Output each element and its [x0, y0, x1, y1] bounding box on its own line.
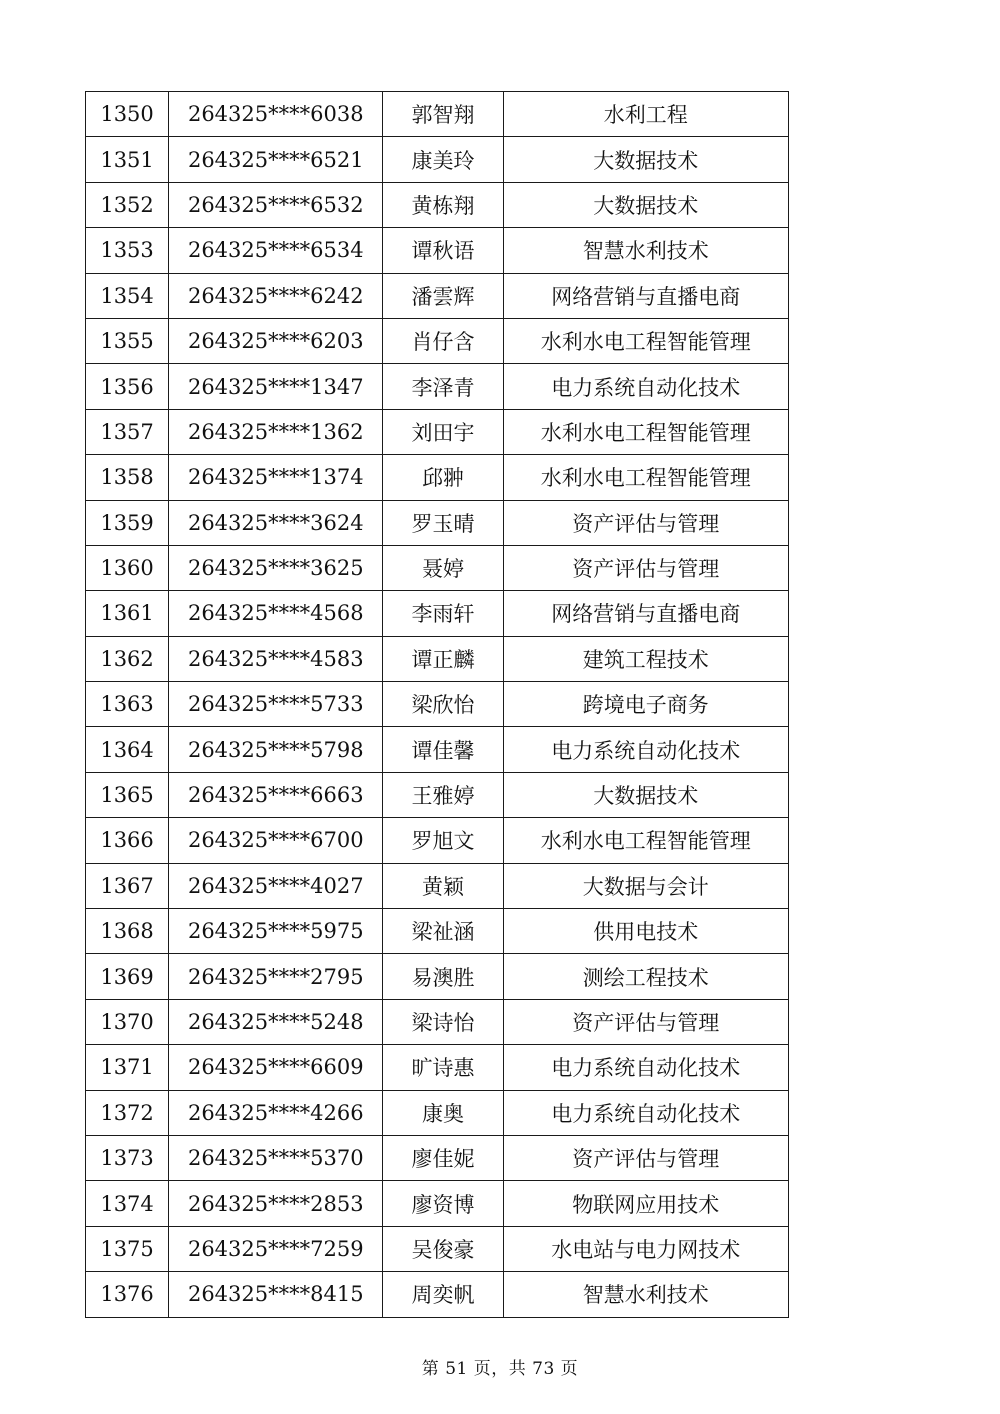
table-row	[86, 409, 789, 454]
row-number-cell: 1373	[86, 1135, 169, 1180]
id-number-cell: 264325****6038	[169, 92, 383, 137]
name-cell: 邱翀	[383, 455, 503, 500]
name-cell: 聂婷	[383, 545, 503, 590]
row-number-cell: 1372	[86, 1090, 169, 1135]
row-number-cell: 1365	[86, 772, 169, 817]
id-number-cell: 264325****7259	[169, 1226, 383, 1271]
table-row	[86, 228, 789, 273]
name-cell: 谭佳馨	[383, 727, 503, 772]
row-number-cell: 1371	[86, 1045, 169, 1090]
id-number-cell: 264325****4027	[169, 863, 383, 908]
major-cell: 资产评估与管理	[503, 545, 788, 590]
table-row	[86, 909, 789, 954]
id-number-cell: 264325****4266	[169, 1090, 383, 1135]
table-row	[86, 137, 789, 182]
table-row	[86, 727, 789, 772]
row-number-cell: 1361	[86, 591, 169, 636]
major-cell: 电力系统自动化技术	[503, 1045, 788, 1090]
row-number-cell: 1359	[86, 500, 169, 545]
student-table	[85, 91, 789, 1318]
id-number-cell: 264325****8415	[169, 1272, 383, 1317]
table-body	[86, 92, 789, 1318]
major-cell: 水利水电工程智能管理	[503, 409, 788, 454]
major-cell: 物联网应用技术	[503, 1181, 788, 1226]
major-cell: 电力系统自动化技术	[503, 1090, 788, 1135]
table-row	[86, 636, 789, 681]
table-row	[86, 318, 789, 363]
major-cell: 建筑工程技术	[503, 636, 788, 681]
major-cell: 水利水电工程智能管理	[503, 818, 788, 863]
row-number-cell: 1363	[86, 682, 169, 727]
id-number-cell: 264325****2795	[169, 954, 383, 999]
name-cell: 郭智翔	[383, 92, 503, 137]
major-cell: 水利水电工程智能管理	[503, 455, 788, 500]
major-cell: 水利工程	[503, 92, 788, 137]
name-cell: 廖佳妮	[383, 1135, 503, 1180]
id-number-cell: 264325****1362	[169, 409, 383, 454]
major-cell: 水电站与电力网技术	[503, 1226, 788, 1271]
row-number-cell: 1353	[86, 228, 169, 273]
row-number-cell: 1355	[86, 318, 169, 363]
name-cell: 旷诗惠	[383, 1045, 503, 1090]
table-row	[86, 1045, 789, 1090]
major-cell: 跨境电子商务	[503, 682, 788, 727]
row-number-cell: 1356	[86, 364, 169, 409]
row-number-cell: 1352	[86, 182, 169, 227]
major-cell: 电力系统自动化技术	[503, 727, 788, 772]
name-cell: 潘雲辉	[383, 273, 503, 318]
row-number-cell: 1370	[86, 999, 169, 1044]
name-cell: 罗玉晴	[383, 500, 503, 545]
table-row	[86, 954, 789, 999]
id-number-cell: 264325****2853	[169, 1181, 383, 1226]
name-cell: 康美玲	[383, 137, 503, 182]
id-number-cell: 264325****1347	[169, 364, 383, 409]
major-cell: 大数据技术	[503, 772, 788, 817]
id-number-cell: 264325****4583	[169, 636, 383, 681]
row-number-cell: 1362	[86, 636, 169, 681]
major-cell: 网络营销与直播电商	[503, 591, 788, 636]
row-number-cell: 1364	[86, 727, 169, 772]
table-row	[86, 545, 789, 590]
id-number-cell: 264325****6534	[169, 228, 383, 273]
id-number-cell: 264325****6532	[169, 182, 383, 227]
row-number-cell: 1360	[86, 545, 169, 590]
row-number-cell: 1357	[86, 409, 169, 454]
major-cell: 资产评估与管理	[503, 1135, 788, 1180]
name-cell: 梁祉涵	[383, 909, 503, 954]
name-cell: 吴俊豪	[383, 1226, 503, 1271]
row-number-cell: 1350	[86, 92, 169, 137]
table-row	[86, 273, 789, 318]
table-row	[86, 772, 789, 817]
major-cell: 智慧水利技术	[503, 228, 788, 273]
name-cell: 梁诗怡	[383, 999, 503, 1044]
name-cell: 廖资博	[383, 1181, 503, 1226]
name-cell: 黄颖	[383, 863, 503, 908]
name-cell: 谭秋语	[383, 228, 503, 273]
id-number-cell: 264325****5248	[169, 999, 383, 1044]
id-number-cell: 264325****6700	[169, 818, 383, 863]
name-cell: 谭正麟	[383, 636, 503, 681]
major-cell: 测绘工程技术	[503, 954, 788, 999]
table-row	[86, 1135, 789, 1180]
major-cell: 大数据技术	[503, 182, 788, 227]
row-number-cell: 1366	[86, 818, 169, 863]
id-number-cell: 264325****6609	[169, 1045, 383, 1090]
name-cell: 黄栋翔	[383, 182, 503, 227]
name-cell: 易澳胜	[383, 954, 503, 999]
row-number-cell: 1374	[86, 1181, 169, 1226]
table-row	[86, 591, 789, 636]
name-cell: 康奥	[383, 1090, 503, 1135]
table-row	[86, 182, 789, 227]
name-cell: 梁欣怡	[383, 682, 503, 727]
name-cell: 肖仔含	[383, 318, 503, 363]
table-row	[86, 682, 789, 727]
major-cell: 智慧水利技术	[503, 1272, 788, 1317]
id-number-cell: 264325****4568	[169, 591, 383, 636]
major-cell: 供用电技术	[503, 909, 788, 954]
id-number-cell: 264325****6521	[169, 137, 383, 182]
table-row	[86, 863, 789, 908]
id-number-cell: 264325****6663	[169, 772, 383, 817]
id-number-cell: 264325****6242	[169, 273, 383, 318]
table-row	[86, 455, 789, 500]
major-cell: 网络营销与直播电商	[503, 273, 788, 318]
table-row	[86, 500, 789, 545]
name-cell: 王雅婷	[383, 772, 503, 817]
row-number-cell: 1367	[86, 863, 169, 908]
major-cell: 资产评估与管理	[503, 999, 788, 1044]
row-number-cell: 1354	[86, 273, 169, 318]
id-number-cell: 264325****1374	[169, 455, 383, 500]
major-cell: 资产评估与管理	[503, 500, 788, 545]
id-number-cell: 264325****5975	[169, 909, 383, 954]
id-number-cell: 264325****5370	[169, 1135, 383, 1180]
major-cell: 电力系统自动化技术	[503, 364, 788, 409]
table-row	[86, 999, 789, 1044]
table-row	[86, 1181, 789, 1226]
id-number-cell: 264325****5798	[169, 727, 383, 772]
table-row	[86, 1226, 789, 1271]
name-cell: 刘田宇	[383, 409, 503, 454]
id-number-cell: 264325****5733	[169, 682, 383, 727]
table-row	[86, 818, 789, 863]
table-row	[86, 364, 789, 409]
row-number-cell: 1358	[86, 455, 169, 500]
major-cell: 水利水电工程智能管理	[503, 318, 788, 363]
id-number-cell: 264325****3624	[169, 500, 383, 545]
major-cell: 大数据技术	[503, 137, 788, 182]
table-row	[86, 92, 789, 137]
row-number-cell: 1376	[86, 1272, 169, 1317]
id-number-cell: 264325****6203	[169, 318, 383, 363]
name-cell: 李雨轩	[383, 591, 503, 636]
row-number-cell: 1368	[86, 909, 169, 954]
name-cell: 罗旭文	[383, 818, 503, 863]
page-footer: 第 51 页，共 73 页	[421, 1359, 579, 1379]
name-cell: 周奕帆	[383, 1272, 503, 1317]
id-number-cell: 264325****3625	[169, 545, 383, 590]
table-row	[86, 1090, 789, 1135]
table-row	[86, 1272, 789, 1317]
name-cell: 李泽青	[383, 364, 503, 409]
row-number-cell: 1375	[86, 1226, 169, 1271]
row-number-cell: 1351	[86, 137, 169, 182]
major-cell: 大数据与会计	[503, 863, 788, 908]
row-number-cell: 1369	[86, 954, 169, 999]
